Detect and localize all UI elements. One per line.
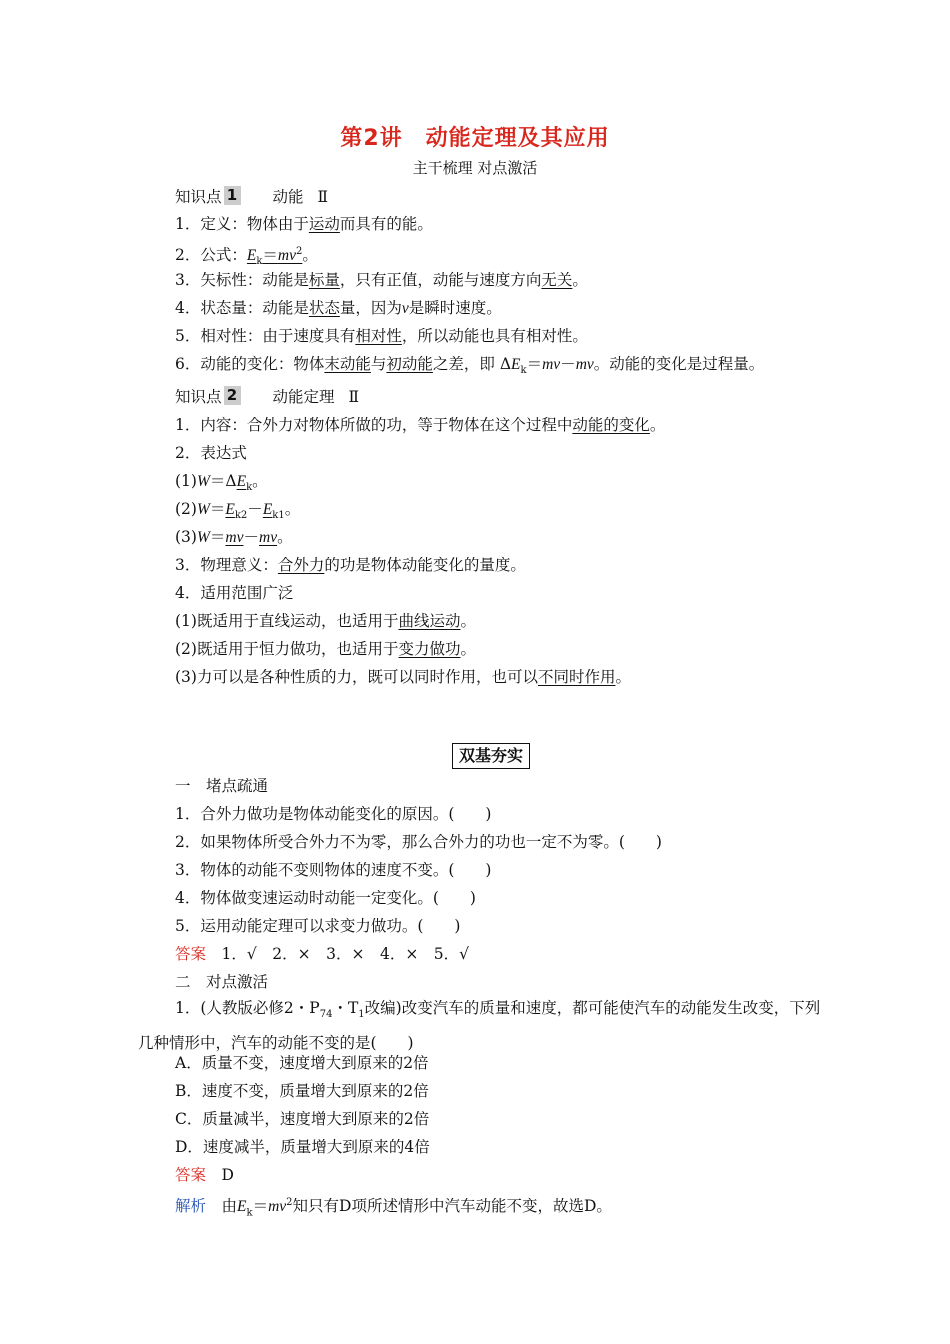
option-b: B．速度不变，质量增大到原来的2倍	[175, 1082, 429, 1100]
kp2-expression-heading: 2．表达式	[175, 444, 247, 462]
explanation-label: 解析	[175, 1197, 207, 1216]
blank-answer: 合外力	[277, 556, 325, 574]
section-heading: 双基夯实	[452, 743, 530, 769]
answer-text: D	[206, 1166, 234, 1184]
kp2-scope-2: (2)既适用于恒力做功，也适用于变力做功。	[175, 640, 476, 658]
kp1-definition: 1．定义：物体由于运动而具有的能。	[175, 215, 433, 233]
kp2-scope-1: (1)既适用于直线运动，也适用于曲线运动。	[175, 612, 476, 630]
judgement-question-2: 2．如果物体所受合外力不为零，那么合外力的功也一定不为零。( )	[175, 833, 662, 851]
judgement-question-1: 1．合外力做功是物体动能变化的原因。( )	[175, 805, 492, 823]
option-a: A．质量不变，速度增大到原来的2倍	[175, 1054, 429, 1072]
kp2-expression-2: $(2)W=E_{k2}-E_{k1}$。	[175, 500, 301, 522]
kp-name: 动能定理	[272, 388, 335, 406]
kp1-relativity: 5．相对性：由于速度具有相对性，所以动能也具有相对性。	[175, 327, 588, 345]
kp2-physical-meaning: 3．物理意义：合外力的功是物体动能变化的量度。	[175, 556, 526, 574]
blank-answer: 动能的变化	[572, 416, 650, 434]
kp1-formula: 2．公式：$E_k=mv^2$。	[175, 246, 318, 268]
answer-label: 答案	[175, 1166, 207, 1184]
option-d: D．速度减半，质量增大到原来的4倍	[175, 1138, 430, 1156]
kp-prefix: 知识点	[175, 388, 222, 406]
blank-answer: 无关	[541, 271, 573, 289]
kp1-vector-scalar: 3．矢标性：动能是标量，只有正值，动能与速度方向无关。	[175, 271, 588, 289]
page-subtitle: 主干梳理 对点激活	[412, 159, 538, 177]
blank-answer: 不同时作用	[537, 668, 616, 686]
blank-answer: 运动	[308, 215, 340, 233]
question-2-1: 1．(人教版必修2・$P_{74}$・$T_1$改编)改变汽车的质量和速度，都可能使汽车的动能发生改变，下列几种情形中，汽车的动能不变的是( )	[138, 999, 821, 1053]
kp2-expression-1: $(1)W=\Delta E_k$。	[175, 472, 268, 494]
kp-prefix: 知识点	[175, 188, 222, 206]
kp2-content: 1．内容：合外力对物体所做的功，等于物体在这个过程中动能的变化。	[175, 416, 666, 434]
judgement-question-5: 5．运用动能定理可以求变力做功。( )	[175, 917, 461, 935]
kp-level: Ⅱ	[317, 188, 329, 206]
blank-answer: 变力做功	[398, 640, 461, 658]
kp2-scope-3: (3)力可以是各种性质的力，既可以同时作用，也可以不同时作用。	[175, 668, 631, 686]
blank-answer: 曲线运动	[398, 612, 461, 630]
kp-level: Ⅱ	[348, 388, 360, 406]
knowledge-point-2-header	[175, 386, 359, 407]
judgement-question-3: 3．物体的动能不变则物体的速度不变。( )	[175, 861, 492, 879]
blank-answer: 状态	[308, 299, 340, 317]
page-title: 第2讲 动能定理及其应用	[340, 126, 610, 151]
kp2-scope-heading: 4．适用范围广泛	[175, 584, 294, 602]
answer-label: 答案	[175, 945, 207, 963]
kp-number-badge: 2	[224, 386, 241, 405]
blank-answer: 标量	[308, 271, 340, 289]
part1-heading: 一 堵点疏通	[175, 777, 269, 795]
knowledge-point-1-header	[175, 186, 328, 207]
blank-answer: 相对性	[355, 327, 402, 345]
kp-name: 动能	[272, 188, 304, 206]
blank-answer: 末动能	[324, 355, 371, 373]
blank-answer: 初动能	[386, 355, 433, 373]
explanation-line: 解析 由$E_k=mv^2$知只有D项所述情形中汽车动能不变，故选D。	[175, 1197, 612, 1219]
kp2-expression-3: (3)W＝mv－mv。	[175, 528, 293, 546]
kp1-change: 6．动能的变化：物体末动能与初动能之差，即 $\Delta E_k=mv-mv$。动能的变化是过程量。	[175, 355, 765, 377]
kp1-state-quantity: 4．状态量：动能是状态量，因为v是瞬时速度。	[175, 299, 502, 317]
answer-line-2	[175, 1165, 234, 1185]
answer-text: 1．√ 2．× 3．× 4．× 5．√	[206, 945, 470, 963]
part2-heading: 二 对点激活	[175, 973, 269, 991]
judgement-question-4: 4．物体做变速运动时动能一定变化。( )	[175, 889, 476, 907]
answer-line-1	[175, 944, 469, 964]
option-c: C．质量减半，速度增大到原来的2倍	[175, 1110, 430, 1128]
kp-number-badge: 1	[224, 186, 241, 205]
